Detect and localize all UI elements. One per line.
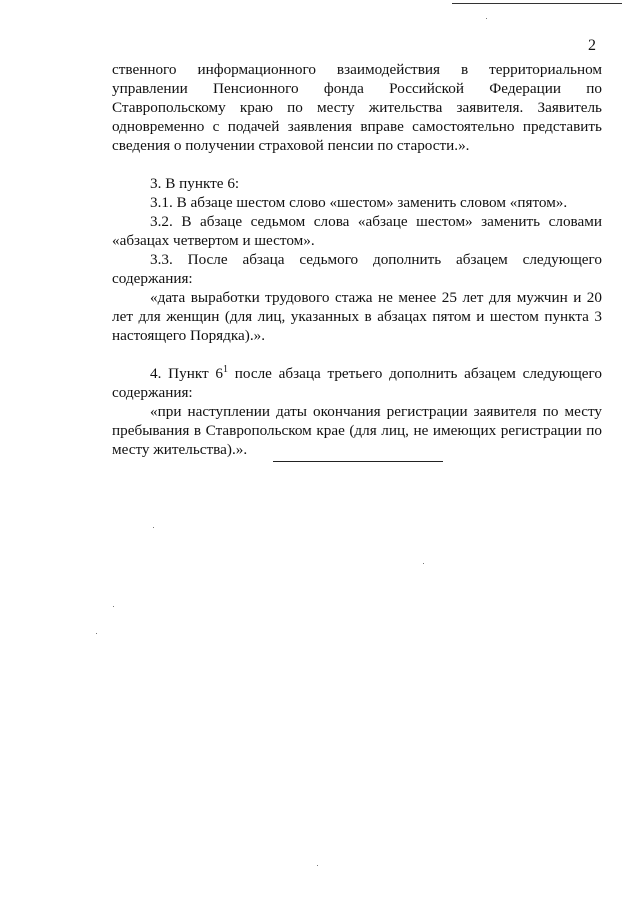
- item-4-superscript: 1: [223, 363, 228, 375]
- item-4-lead: 4. Пункт 6: [150, 365, 223, 382]
- paragraph-continuation: ственного информационного взаимодействия в территориальном управлении Пенсионного фонда Российской Федерации по Ставропольскому краю по месту жительства заявителя. Заявитель одновременно с подачей заявления вправе самостоятельно представить сведения о получении страховой пенсии по старости.».: [112, 61, 602, 154]
- paragraph-item-3-2: 3.2. В абзаце седьмом слова «абзаце шестом» заменить словами «абзацах четвертом и шестом».: [112, 213, 602, 249]
- document-end-rule: [273, 461, 443, 462]
- scan-speck: [486, 18, 487, 19]
- scan-speck: [96, 633, 97, 634]
- paragraph-item-3: 3. В пункте 6:: [150, 175, 240, 192]
- document-body: [112, 60, 602, 459]
- scan-speck: [317, 865, 318, 866]
- item-4-rest: после абзаца третьего дополнить абзацем следующего содержания:: [112, 365, 602, 401]
- paragraph-item-4: [112, 364, 602, 402]
- page-number: 2: [588, 37, 596, 54]
- paragraph-quote-registration: «при наступлении даты окончания регистрации заявителя по месту пребывания в Ставропольском крае (для лиц, не имеющих регистрации по месту жительства).».: [112, 403, 602, 458]
- scan-speck: [153, 527, 154, 528]
- paragraph-item-3-1: 3.1. В абзаце шестом слово «шестом» заменить словом «пятом».: [150, 194, 568, 211]
- scan-speck: [423, 563, 424, 564]
- paragraph-quote-seniority: «дата выработки трудового стажа не менее 25 лет для мужчин и 20 лет для женщин (для лиц, указанных в абзацах пятом и шестом пункта 3 настоящего Порядка).».: [112, 289, 602, 344]
- top-edge-rule: [452, 3, 622, 4]
- scan-speck: [113, 606, 114, 607]
- paragraph-item-3-3: 3.3. После абзаца седьмого дополнить абзацем следующего содержания:: [112, 251, 602, 287]
